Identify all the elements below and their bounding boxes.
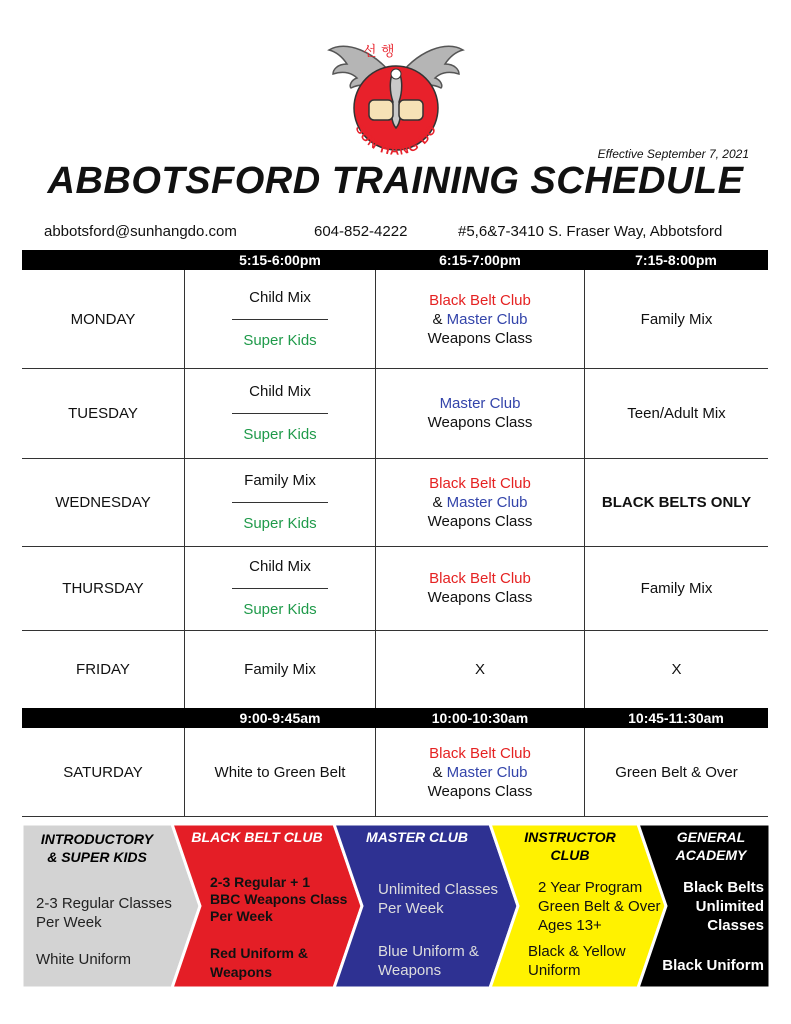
day-label: WEDNESDAY xyxy=(55,493,151,511)
class-family-mix: Family Mix xyxy=(244,472,316,489)
class-master-club: Master Club xyxy=(439,395,521,412)
program-frequency: Black Belts Unlimited Classes xyxy=(683,879,764,934)
slot-2 xyxy=(376,368,584,458)
time-slot-3: 10:45-11:30am xyxy=(628,710,724,726)
ampersand: & xyxy=(432,493,447,511)
program-title: INTRODUCTORY & SUPER KIDS xyxy=(40,831,154,865)
phone-number[interactable]: 604-852-4222 xyxy=(314,223,408,240)
slot-1: Family Mix xyxy=(244,660,316,678)
class-weapons: Weapons Class xyxy=(427,589,533,606)
day-label: SATURDAY xyxy=(63,763,143,781)
email-link[interactable]: abbotsford@sunhangdo.com xyxy=(44,223,237,240)
program-frequency: 2 Year Program Green Belt & Over Ages 13+ xyxy=(538,879,661,934)
effective-date: Effective September 7, 2021 xyxy=(597,147,749,161)
schedule-row-tuesday xyxy=(22,368,768,459)
program-uniform: White Uniform xyxy=(36,951,132,968)
schedule-row-saturday xyxy=(22,728,768,817)
program-frequency: 2-3 Regular + 1 BBC Weapons Class Per Week xyxy=(210,874,348,924)
class-weapons: Weapons Class xyxy=(427,782,533,800)
class-super-kids: Super Kids xyxy=(243,426,317,443)
day-label: FRIDAY xyxy=(76,660,130,678)
class-weapons: Weapons Class xyxy=(427,512,533,530)
class-super-kids: Super Kids xyxy=(243,332,317,349)
program-banner xyxy=(22,824,770,988)
class-child-mix: Child Mix xyxy=(249,383,311,400)
sun-hang-do-logo xyxy=(325,30,467,170)
day-label: TUESDAY xyxy=(68,404,138,422)
program-uniform: Black & Yellow Uniform xyxy=(528,943,626,979)
program-title: INSTRUCTOR CLUB xyxy=(524,829,616,863)
class-weapons: Weapons Class xyxy=(427,329,533,347)
page-title: ABBOTSFORD TRAINING SCHEDULE xyxy=(47,160,744,202)
program-frequency: Unlimited Classes Per Week xyxy=(378,881,499,917)
class-super-kids: Super Kids xyxy=(243,601,317,618)
slot-2 xyxy=(376,458,584,546)
ampersand: & xyxy=(432,310,447,328)
slot-3: Green Belt & Over xyxy=(615,763,738,781)
class-black-belt-club: Black Belt Club xyxy=(429,570,531,587)
program-title: BLACK BELT CLUB xyxy=(191,829,323,845)
logo-text: SUN HANG DO xyxy=(352,121,440,158)
slot-3: X xyxy=(671,660,682,678)
slot-1 xyxy=(185,368,375,458)
slot-3: BLACK BELTS ONLY xyxy=(601,493,752,511)
time-slot-3: 7:15-8:00pm xyxy=(635,252,717,268)
ampersand: & xyxy=(432,763,447,781)
contact-bar xyxy=(36,223,755,245)
slot-1 xyxy=(185,458,375,546)
class-black-belt-club: Black Belt Club xyxy=(429,291,531,309)
class-black-belt-club: Black Belt Club xyxy=(429,474,531,492)
program-title: MASTER CLUB xyxy=(366,829,468,845)
class-child-mix: Child Mix xyxy=(249,558,311,575)
time-slot-1: 5:15-6:00pm xyxy=(239,252,321,268)
slot-1 xyxy=(185,270,375,368)
slot-3: Teen/Adult Mix xyxy=(627,404,726,422)
class-weapons: Weapons Class xyxy=(427,414,533,431)
slot-3: Family Mix xyxy=(640,579,713,597)
program-title: GENERAL ACADEMY xyxy=(675,829,747,863)
class-super-kids: Super Kids xyxy=(243,515,317,532)
slot-2: X xyxy=(474,660,485,678)
address: #5,6&7-3410 S. Fraser Way, Abbotsford xyxy=(458,223,723,240)
time-slot-2: 10:00-10:30am xyxy=(431,710,529,726)
class-master-club: Master Club xyxy=(446,763,528,781)
slot-2 xyxy=(376,270,584,368)
class-child-mix: Child Mix xyxy=(249,289,311,306)
slot-3: Family Mix xyxy=(640,310,713,328)
day-label: THURSDAY xyxy=(62,579,144,597)
time-slot-2: 6:15-7:00pm xyxy=(439,252,521,268)
slot-2 xyxy=(376,728,584,816)
schedule-row-thursday xyxy=(22,546,768,631)
class-black-belt-club: Black Belt Club xyxy=(429,744,531,762)
program-uniform: Black Uniform xyxy=(662,957,764,974)
program-uniform: Blue Uniform & Weapons xyxy=(378,943,479,979)
slot-2 xyxy=(376,546,584,630)
saturday-time-header xyxy=(22,708,768,728)
weekday-time-header xyxy=(22,250,768,270)
schedule-row-wednesday xyxy=(22,458,768,547)
time-slot-1: 9:00-9:45am xyxy=(239,710,321,726)
program-frequency: 2-3 Regular Classes Per Week xyxy=(36,895,172,931)
slot-1: White to Green Belt xyxy=(214,763,346,781)
schedule-row-monday xyxy=(22,270,768,369)
day-label: MONDAY xyxy=(70,310,136,328)
logo-hangul: 선 행 xyxy=(363,44,395,60)
slot-1 xyxy=(185,546,375,630)
class-master-club: Master Club xyxy=(446,310,528,328)
program-uniform: Red Uniform & Weapons xyxy=(210,945,308,980)
schedule-row-friday xyxy=(22,630,768,708)
class-master-club: Master Club xyxy=(446,493,528,511)
